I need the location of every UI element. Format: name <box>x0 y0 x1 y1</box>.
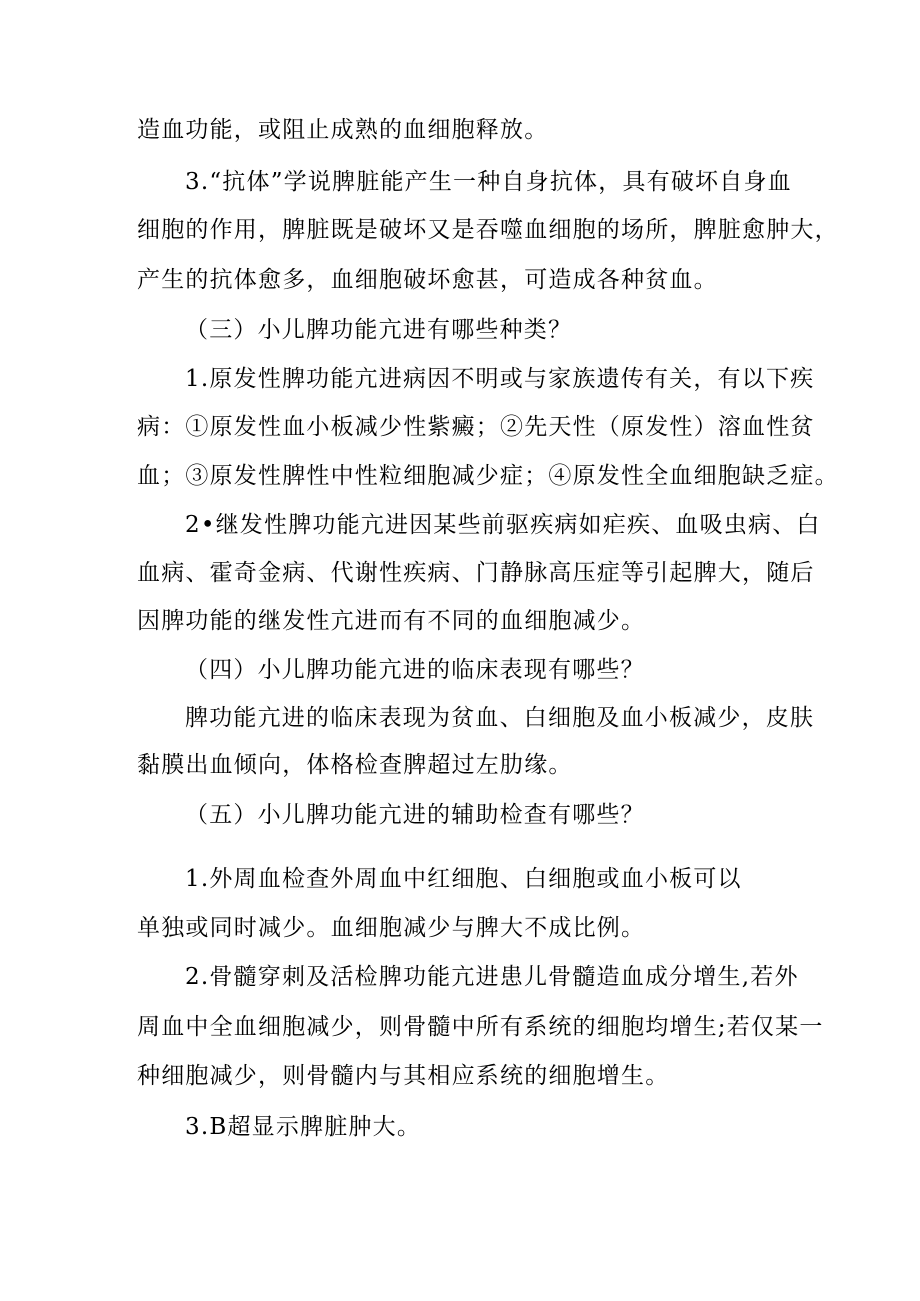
text-line: 2.骨髓穿刺及活检脾功能亢进患儿骨髓造血成分增生,若外 <box>185 964 799 990</box>
text-line: 因脾功能的继发性亢进而有不同的血细胞减少。 <box>137 608 646 634</box>
section-heading: （四）小儿脾功能亢进的临床表现有哪些？ <box>185 657 645 683</box>
text-line: 1.原发性脾功能亢进病因不明或与家族遗传有关，有以下疾 <box>185 366 815 392</box>
text-line: 2•继发性脾功能亢进因某些前驱疾病如疟疾、血吸虫病、白 <box>185 512 821 538</box>
section-heading: （三）小儿脾功能亢进有哪些种类？ <box>185 317 573 343</box>
text-line: 1.外周血检查外周血中红细胞、白细胞或血小板可以 <box>185 866 742 892</box>
text-line: 种细胞减少，则骨髓内与其相应系统的细胞增生。 <box>137 1063 670 1089</box>
text-line: 造血功能，或阻止成熟的血细胞释放。 <box>137 117 549 143</box>
text-line: 3.“抗体”学说脾脏能产生一种自身抗体，具有破坏自身血 <box>185 169 792 195</box>
text-line: 细胞的作用，脾脏既是破坏又是吞噬血细胞的场所，脾脏愈肿大， <box>137 217 839 243</box>
text-line: 血；③原发性脾性中性粒细胞减少症；④原发性全血细胞缺乏症。 <box>137 463 839 489</box>
text-line: 3.B超显示脾脏肿大。 <box>185 1114 422 1140</box>
text-line: 黏膜出血倾向，体格检查脾超过左肋缘。 <box>137 752 573 778</box>
text-line: 周血中全血细胞减少，则骨髓中所有系统的细胞均增生;若仅某一 <box>137 1014 824 1040</box>
text-line: 脾功能亢进的临床表现为贫血、白细胞及血小板减少，皮肤 <box>185 705 815 731</box>
section-heading: （五）小儿脾功能亢进的辅助检查有哪些？ <box>185 802 645 828</box>
text-line: 单独或同时减少。血细胞减少与脾大不成比例。 <box>137 915 646 941</box>
text-line: 病：①原发性血小板减少性紫癜；②先天性（原发性）溶血性贫 <box>137 414 815 440</box>
text-line: 产生的抗体愈多，血细胞破坏愈甚，可造成各种贫血。 <box>137 267 718 293</box>
text-line: 血病、霍奇金病、代谢性疾病、门静脉高压症等引起脾大，随后 <box>137 560 815 586</box>
